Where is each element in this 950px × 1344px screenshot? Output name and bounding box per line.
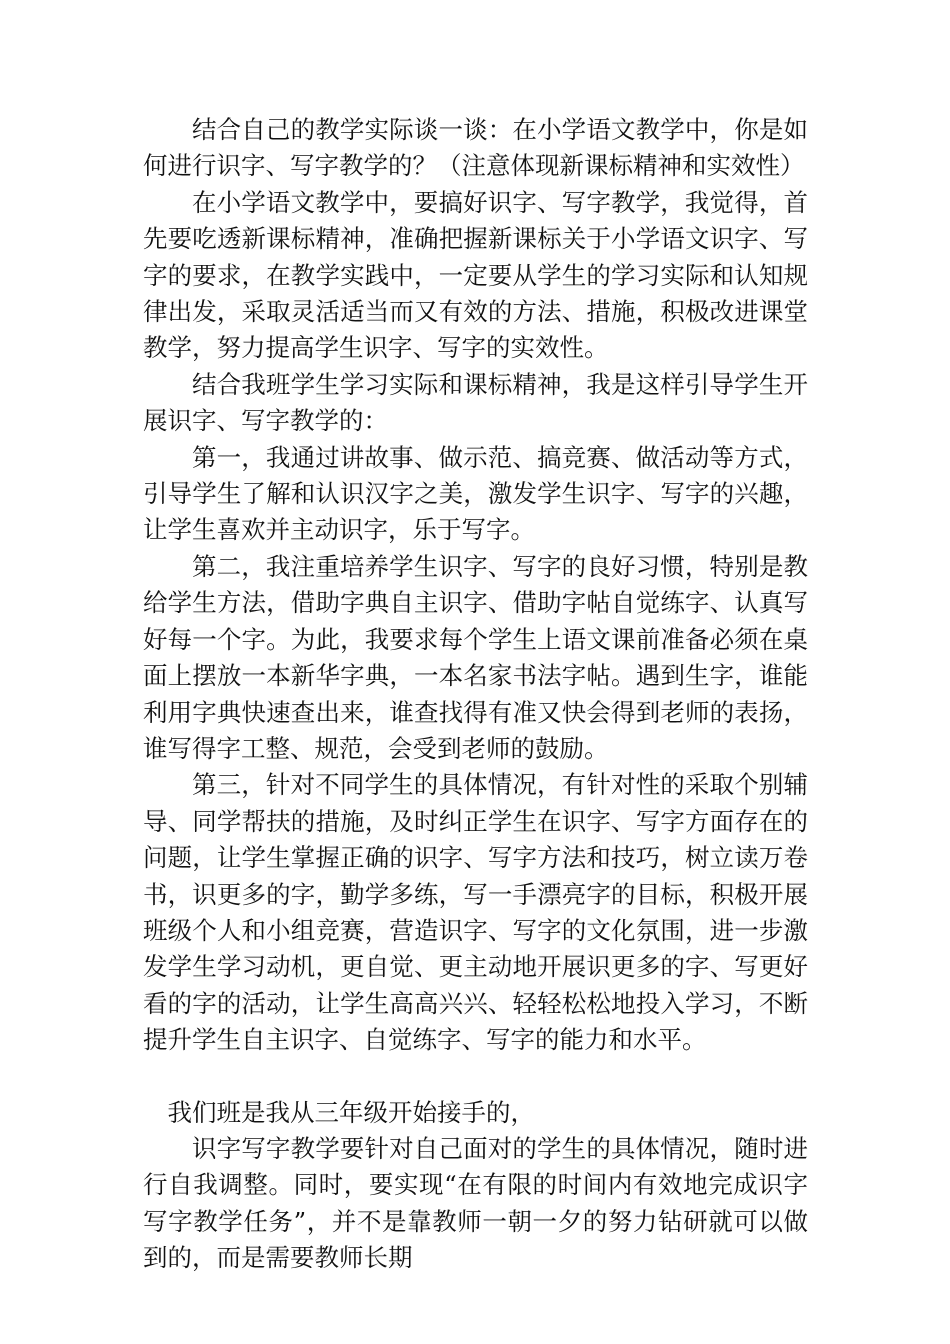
paragraph-third-point: 第三，针对不同学生的具体情况，有针对性的采取个别辅导、同学帮扶的措施，及时纠正学生在识字、写字方面存在的问题，让学生掌握正确的识字、写字方法和技巧，树立读万卷书，识更多的字，勤学多练，写一手漂亮字的目标，积极开展班级个人和小组竞赛，营造识字、写字的文化氛围，进一步激发学生学习动机，更自觉、更主动地开展识更多的字、写更好看的字的活动，让学生高高兴兴、轻轻松松地投入学习，不断提升学生自主识字、自觉练字、写字的能力和水平。	[143, 770, 808, 1055]
paragraph-class-note: 我们班是我从三年级开始接手的，	[167, 1097, 535, 1127]
paragraph-spacer	[143, 1059, 808, 1095]
paragraph-intro: 在小学语文教学中，要搞好识字、写字教学，我觉得，首先要吃透新课标精神，准确把握新课标关于小学语文识字、写字的要求，在教学实践中，一定要从学生的学习实际和认知规律出发，采取灵活适当而又有效的方法、措施，积极改进课堂教学，努力提高学生识字、写字的实效性。	[143, 187, 808, 363]
paragraph-first-point: 第一，我通过讲故事、做示范、搞竞赛、做活动等方式，引导学生了解和认识汉字之美，激发学生识字、写字的兴趣，让学生喜欢并主动识字，乐于写字。	[143, 442, 808, 545]
paragraph-question: 结合自己的教学实际谈一谈：在小学语文教学中，你是如何进行识字、写字教学的？（注意体现新课标精神和实效性）	[143, 115, 808, 181]
paragraph-second-point: 第二，我注重培养学生识字、写字的良好习惯，特别是教给学生方法，借助字典自主识字、借助字帖自觉练字、认真写好每一个字。为此，我要求每个学生上语文课前准备必须在桌面上摆放一本新华字典，一本名家书法字帖。遇到生字，谁能利用字典快速查出来，谁查找得有准又快会得到老师的表扬，谁写得字工整、规范，会受到老师的鼓励。	[143, 551, 808, 763]
paragraph-adjustment: 识字写字教学要针对自己面对的学生的具体情况，随时进行自我调整。同时，要实现“在有限的时间内有效地完成识字写字教学任务”，并不是靠教师一朝一夕的努力钻研就可以做到的，而是需要教师长期	[143, 1133, 808, 1273]
paragraph-method-lead: 结合我班学生学习实际和课标精神，我是这样引导学生开展识字、写字教学的：	[143, 369, 808, 436]
document-body	[143, 112, 808, 1277]
